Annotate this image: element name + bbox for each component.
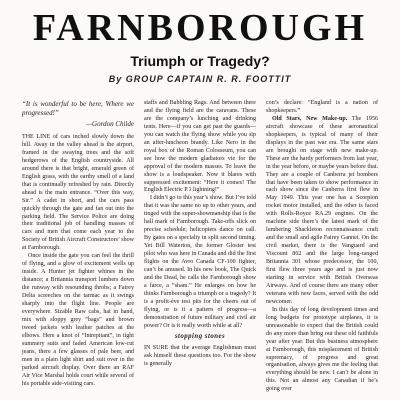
- paragraph: THE LINE of cars inched slowly down the hill. Away in the valley ahead is the airport, framed in the swaying trees and the soft hedgerows of the English countryside. All around there is that bright, emerald green of English grass, with the earthy smell of a land that is continually refreshed by rain. Directly ahead is the main entrance. “Over this way, Sir.” A cadet in short, and the cars pass quickly through the gate and fan out into the parking field. The Service Police are doing their traditional job of handling masses of cars and men that come each year to the Society of British Aircraft Constructors’ show at Farnborough.: [22, 134, 134, 252]
- column-2: [144, 100, 256, 400]
- article-byline: By GROUP CAPTAIN R. R. FOOTTIT: [108, 74, 292, 84]
- section-caption: stopping stones: [174, 332, 226, 340]
- paragraph-text: The 1956 aircraft showcase of these aeronautical shopkeepers, is typical of many of their displays in the past war era. The same stars are brought on stage with new make-up. These are the hardy performers from last year, in the year before, or maybe years before that. They are a couple of Canberra jet bombers that have been taken to show performance in each show since the Canberra first flew in May 1949. This year one has a Scorpion rocket motor installed, and the other is faced with Rolls-Royce RA.29 engines. On the machine side there’s the latest mark of the lumbering Shackleton reconnaissance craft and the small and agile Fairey Gannet. On the civil market, there is the Vanguard and Viscount 802 and the large long-ranged Britannia 301 whose predecessor, the 100, first flew three years ago and is just now starting in service with British Overseas Airways. And of course there are many other veterans with new faces, served with the odd newcomer.: [266, 115, 378, 305]
- column-1: [22, 100, 134, 400]
- epigraph-attribution: —Gordon Childe: [85, 120, 134, 128]
- paragraph: staffs and Babbling Rags. And between there and the flying field are the caravans. These are the company’s lunching and drinking tents. Here—if you can get past the guards—you can watch the flying show while you sip an after-luncheon brandy. Like Nero in the royal box of the Roman Colosseum, you can see how the modern gladiators vie for the approval of the modern masses. To leave the show is a loudspeaker. Now it blares with suppressed excitement: “Here it comes! The English Electric P.1 lightning!”: [144, 100, 256, 194]
- paragraph: Once inside the gate you can feel the thrill of flying, and a glow of excitement wells up inside. A Hunter jet fighter whines in the distance; a Britannia transport lumbers down the runway with resounding throbs; a Fairey Delta screeches on the tarmac as it swings sharply into the flight line. People are everywhere. Sizable Raw cabs, hat in hand, mix with sloppy grey “bags” and brown tweed jackets with leather patches at the elbows. Here a knot of “Intrepitant”, in tight summery suits and faded American low-cut jeans, there a few glasses of pale beer, and men in a plain light shirt and suit over in the parked aircraft display. Over there an RAF Air Vice Marshal holds court while several of his portable aide-visiting cars.: [22, 253, 134, 387]
- paragraph: In this day of long development times and long budgets for prototype airplanes, it is unreasonable to expect that the British could do any more than bring out these old faithfuls year after year. But this business atmosphere at Farnborough, this misplacement of British supremacy, of progress and great organisation, always gives me the feeling that everything should be new. I can’t be alone in this. Not an almost any Canadian if he’s going over: [266, 306, 378, 393]
- article-subtitle: Triumph or Tragedy?: [130, 53, 270, 69]
- subhead: Old Stars, New Make-up.: [272, 115, 348, 122]
- paragraph: con’s declare: “England is a nation of shopkeepers.”: [266, 100, 378, 114]
- column-3: [266, 100, 378, 400]
- paragraph: I didn’t go to this year’s show. But I’ve told that it was the same no up to other years, and tinged with the super-showmanship that is the hall mark of Farnborough. Take-offs slick on precise schedule; helicopters dance on call. By gates on a specialty in split second timing. Yet Bill Waterton, the former Gloster test pilot who was here in Canada and did the first flights on the Avro Canada CF-100 fighter, can’t be amused. In his new book, The Quick and the Dead, he calls the Farnborough show a farce, a “sham.” He enlarges on how he thinks Farnborough a triumph or a tragedy? It is a profit-ève test pits for the cheers out of flying, or is it a pattern of progress—a demonstration of future military and civil air power? Or is it really worth while at all?: [144, 195, 256, 329]
- epigraph: “It is wonderful to be here, Where we progressed!”: [22, 100, 134, 117]
- paragraph-with-subhead: [266, 116, 378, 307]
- article-columns: [22, 100, 378, 400]
- paragraph: IN SURE that the average Englishman must ask himself these questions too. For the show is generally: [144, 344, 256, 367]
- article-title: FARNBOROUGH: [32, 7, 368, 49]
